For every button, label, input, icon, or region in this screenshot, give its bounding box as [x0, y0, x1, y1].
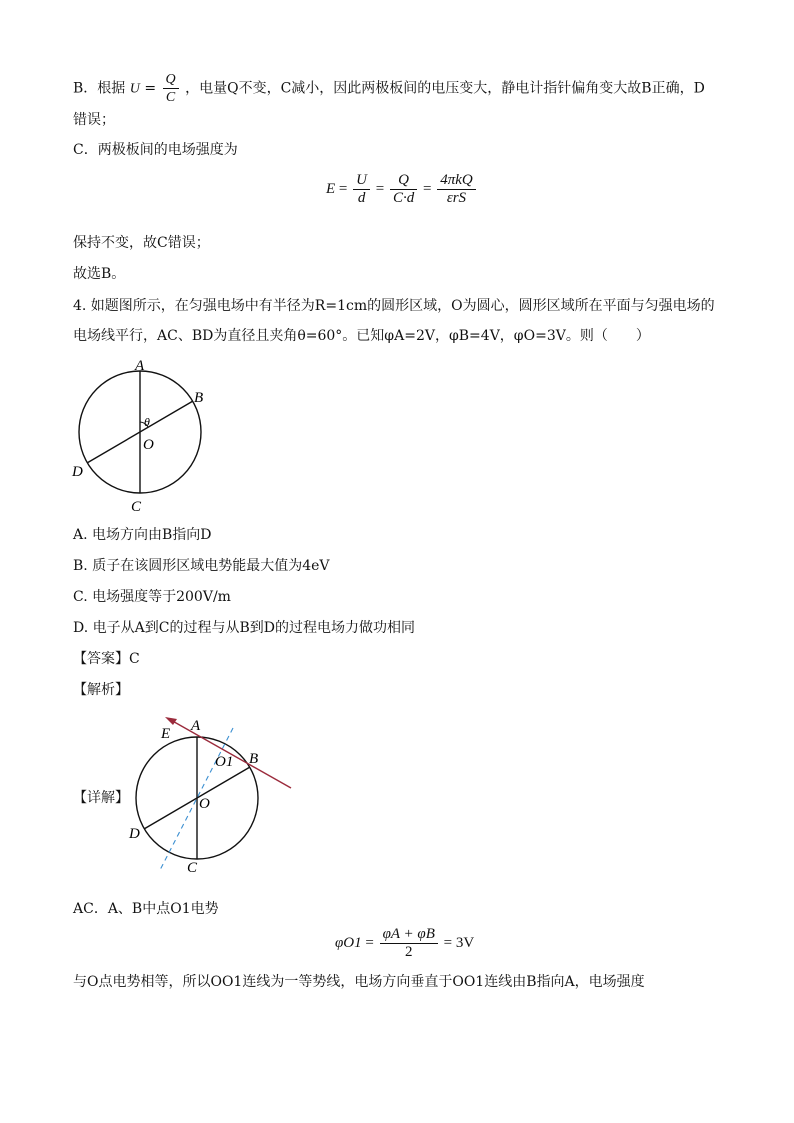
formula-u: U: [129, 81, 140, 97]
label-o1: O1: [215, 754, 234, 770]
option-d: D. 电子从A到C的过程与从B到D的过程电场力做功相同: [73, 620, 415, 636]
option-b-line: B．根据 U = $\frac{Q}{C}$ ，电量Q不变，C减小，因此两极板间的电压变大，静电计指针偏角变大故B正确，D: [73, 72, 705, 105]
midpoint-potential-formula: φO1 = $\frac{\varphi A + \varphi B}{2}$ = 3V: [335, 926, 475, 960]
choose-b-line: 故选B。: [73, 266, 126, 282]
label-o: O: [199, 796, 210, 812]
label-e: E: [161, 726, 171, 742]
last-line: 与O点电势相等，所以OO1连线为一等势线，电场方向垂直于OO1连线由B指向A，电场强度: [73, 974, 645, 990]
answer-label: 【答案】: [73, 651, 129, 667]
analysis-label: 【解析】: [73, 682, 129, 698]
option-b: B. 质子在该圆形区域电势能最大值为4eV: [73, 558, 330, 574]
ac-line: AC．A、B中点O1电势: [73, 901, 219, 917]
option-c-line2: 保持不变，故C错误；: [73, 235, 210, 251]
option-b-text: ，电量Q不变，C减小，因此两极板间的电压变大，静电计指针偏角变大故B正确，D: [185, 80, 705, 97]
option-c-line1: C．两极板间的电场强度为: [73, 142, 238, 158]
label-b: B: [249, 751, 259, 767]
option-a: A. 电场方向由B指向D: [73, 527, 212, 543]
q4-line2: 电场线平行，AC、BD为直径且夹角θ=60°。已知φA=2V，φB=4V，φO=3V。则（ ）: [73, 328, 650, 344]
field-strength-formula: E = $\frac{U}{d}$ = $\frac{Q}{C\cdot d}$ = $\frac{\text{4πkQ}}{\text{εrS}}$: [326, 172, 478, 207]
option-b-line2: 错误；: [73, 112, 115, 128]
answer-line: [73, 649, 140, 669]
solution-circle-figure: [125, 710, 300, 880]
label-c: C: [131, 499, 142, 515]
fraction-q-over-c: $\frac{Q}{C}$: [163, 71, 179, 106]
label-a: A: [135, 358, 145, 374]
detail-label: 【详解】: [73, 790, 129, 806]
label-a: A: [191, 718, 201, 734]
answer-value: C: [129, 651, 140, 667]
q4-line1: 4. 如题图所示，在匀强电场中有半径为R=1cm的圆形区域，O为圆心，圆形区域所在平面与匀强电场的: [73, 298, 715, 314]
option-b-prefix: B．根据: [73, 80, 126, 97]
label-b: B: [194, 390, 204, 406]
label-o: O: [143, 437, 154, 453]
label-theta: θ: [144, 415, 150, 429]
arrow-head: [165, 717, 177, 725]
label-d: D: [129, 826, 140, 842]
option-c: C. 电场强度等于200V/m: [73, 589, 231, 605]
label-d: D: [72, 464, 83, 480]
label-c: C: [187, 860, 198, 876]
question-circle-figure: [68, 356, 218, 516]
